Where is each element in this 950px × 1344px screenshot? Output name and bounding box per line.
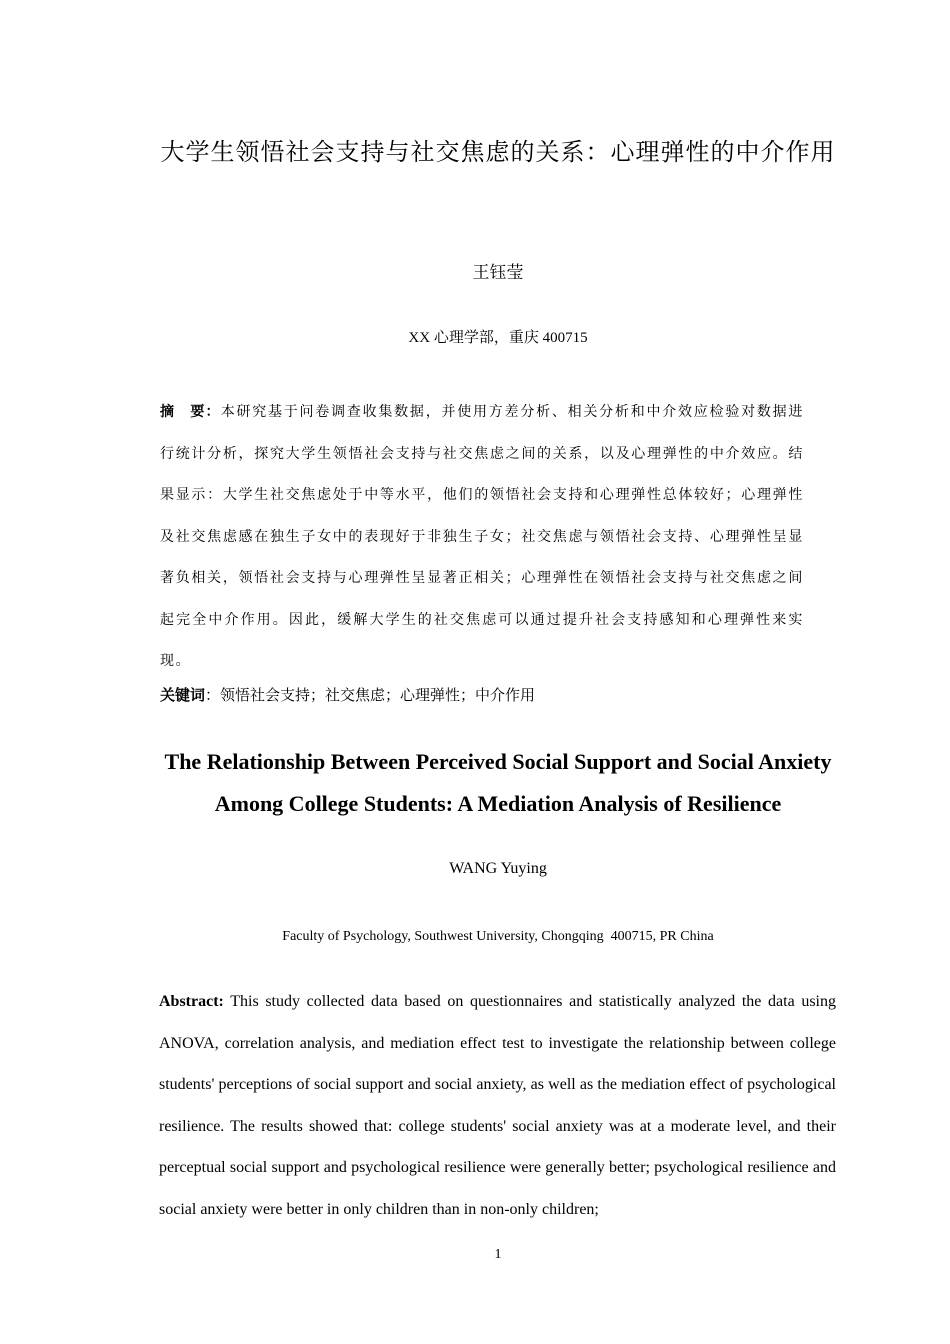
chinese-abstract: [160, 392, 804, 683]
english-author: WANG Yuying: [449, 860, 547, 877]
chinese-abstract-label: 摘 要：: [160, 404, 221, 420]
chinese-title: 大学生领悟社会支持与社交焦虑的关系：心理弹性的中介作用: [160, 138, 836, 166]
english-title: The Relationship Between Perceived Social Support and Social Anxiety Among College Students: A Mediation Analysis of Resilience: [164, 749, 832, 816]
english-affiliation: Faculty of Psychology, Southwest University, Chongqing 400715, PR China: [282, 929, 714, 944]
english-abstract-text: This study collected data based on questionnaires and statistically analyzed the data using ANOVA, correlation analysis, and mediation effect test to investigate the relationship between college students' perceptions of social support and social anxiety, as well as the mediation effect of psychological resilience. The results showed that: college students' social anxiety was at a moderate level, and their perceptual social support and psychological resilience were generally better; psychological resilience and social anxiety were better in only children than in non-only children;: [159, 993, 836, 1218]
chinese-affiliation: XX 心理学部，重庆 400715: [408, 330, 588, 346]
chinese-keywords: [160, 684, 836, 706]
chinese-abstract-text: 本研究基于问卷调查收集数据，并使用方差分析、相关分析和中介效应检验对数据进行统计分析，探究大学生领悟社会支持与社交焦虑之间的关系，以及心理弹性的中介效应。结果显示：大学生社交焦虑处于中等水平，他们的领悟社会支持和心理弹性总体较好；心理弹性及社交焦虑感在独生子女中的表现好于非独生子女；社交焦虑与领悟社会支持、心理弹性呈显著负相关，领悟社会支持与心理弹性呈显著正相关；心理弹性在领悟社会支持与社交焦虑之间起完全中介作用。因此，缓解大学生的社交焦虑可以通过提升社会支持感知和心理弹性来实现。: [160, 404, 805, 669]
english-abstract-label: Abstract:: [159, 993, 224, 1010]
english-abstract: [159, 981, 836, 1230]
chinese-keywords-label: 关键词: [160, 686, 206, 704]
chinese-keywords-text: ：领悟社会支持；社交焦虑；心理弹性；中介作用: [205, 686, 536, 704]
page-number: 1: [494, 1247, 502, 1262]
chinese-author: 王钰莹: [472, 263, 524, 283]
